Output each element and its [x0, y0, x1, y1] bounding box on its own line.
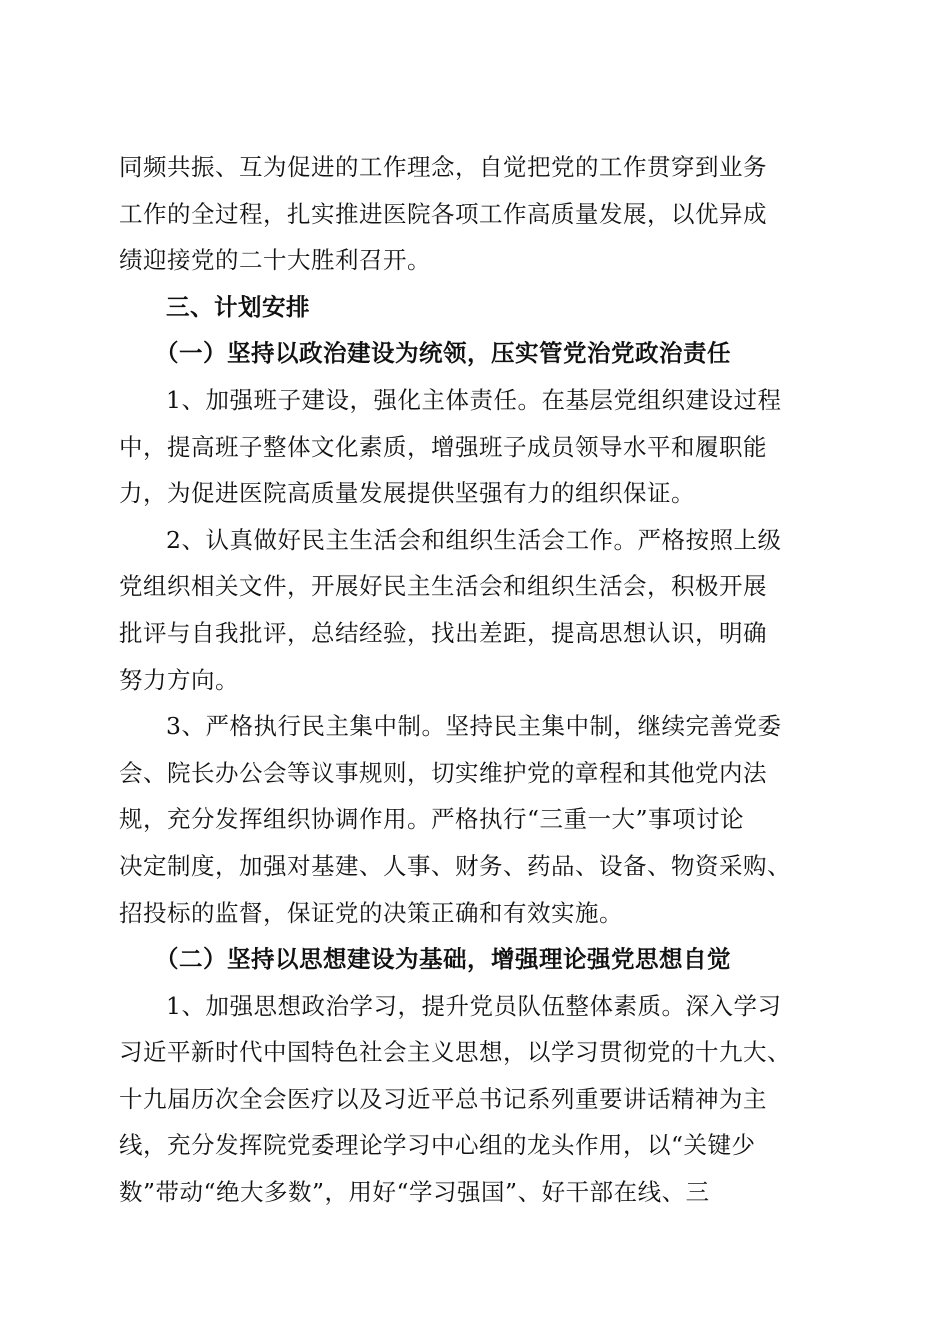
- paragraph-start: 1、加强班子建设，强化主体责任。在基层党组织建设过程: [166, 385, 782, 414]
- body-line: 线，充分发挥院党委理论学习中心组的龙头作用，以“关键少: [119, 1131, 756, 1160]
- body-line: 十九届历次全会医疗以及习近平总书记系列重要讲话精神为主: [119, 1084, 767, 1113]
- body-line: 习近平新时代中国特色社会主义思想，以学习贯彻党的十九大、: [119, 1038, 791, 1067]
- paragraph-start: 2、认真做好民主生活会和组织生活会工作。严格按照上级: [166, 525, 782, 554]
- document-body: [119, 144, 839, 1216]
- body-line: 规，充分发挥组织协调作用。严格执行“三重一大”事项讨论: [119, 805, 745, 834]
- body-line: 招投标的监督，保证党的决策正确和有效实施。: [119, 898, 623, 927]
- body-line: 努力方向。: [119, 665, 239, 694]
- body-line: 绩迎接党的二十大胜利召开。: [119, 246, 431, 275]
- body-line: 中，提高班子整体文化素质，增强班子成员领导水平和履职能: [119, 432, 767, 461]
- paragraph-start: 1、加强思想政治学习，提升党员队伍整体素质。深入学习: [166, 991, 782, 1020]
- body-line: 数”带动“绝大多数”，用好“学习强国”、好干部在线、三: [119, 1178, 710, 1207]
- subsection-heading: （一）坚持以政治建设为统领，压实管党治党政治责任: [155, 339, 731, 368]
- subsection-heading: （二）坚持以思想建设为基础，增强理论强党思想自觉: [155, 945, 731, 974]
- body-line: 同频共振、互为促进的工作理念，自觉把党的工作贯穿到业务: [119, 153, 767, 181]
- body-line: 批评与自我批评，总结经验，找出差距，提高思想认识，明确: [119, 618, 767, 647]
- body-line: 工作的全过程，扎实推进医院各项工作高质量发展，以优异成: [119, 199, 767, 228]
- body-line: 决定制度，加强对基建、人事、财务、药品、设备、物资采购、: [119, 851, 791, 880]
- section-heading: 三、计划安排: [166, 292, 310, 321]
- paragraph-start: 3、严格执行民主集中制。坚持民主集中制，继续完善党委: [166, 712, 782, 741]
- body-line: 会、院长办公会等议事规则，切实维护党的章程和其他党内法: [119, 758, 767, 787]
- body-line: 力，为促进医院高质量发展提供坚强有力的组织保证。: [119, 479, 695, 508]
- body-line: 党组织相关文件，开展好民主生活会和组织生活会，积极开展: [119, 572, 767, 601]
